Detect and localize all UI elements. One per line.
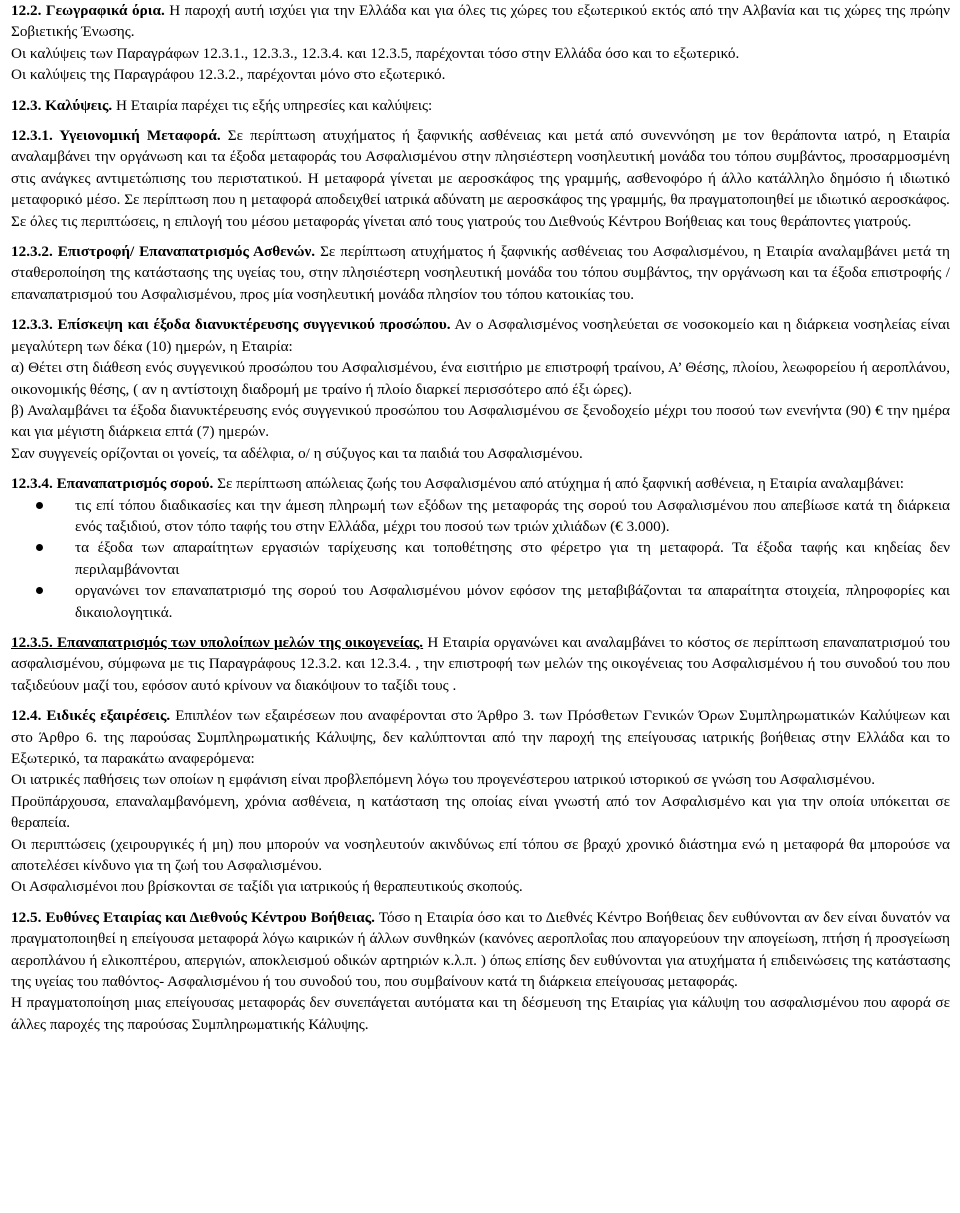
section-12-5 — [11, 907, 950, 993]
section-12-3-4 — [11, 473, 950, 494]
section-text: Η Εταιρία παρέχει τις εξής υπηρεσίες και καλύψεις: — [112, 96, 433, 114]
section-12-3-1 — [11, 125, 950, 211]
section-12-3-3 — [11, 314, 950, 357]
bullet-icon — [36, 587, 43, 594]
section-heading: 12.3. Καλύψεις. — [11, 96, 113, 114]
paragraph: Οι ιατρικές παθήσεις των οποίων η εμφάνιση είναι προβλεπόμενη λόγω του προγενέστερου ιατρικού ιστορικού σε γνώση του Ασφαλισμένου. — [11, 771, 876, 789]
paragraph: Οι Ασφαλισμένοι που βρίσκονται σε ταξίδι για ιατρικούς ή θεραπευτικούς σκοπούς. — [11, 878, 523, 896]
section-text: Η παροχή αυτή ισχύει για την Ελλάδα και για όλες τις χώρες του εξωτερικού εκτός από την Αλβανία και τις χώρες της πρώην Σοβιετικής Ένωσης. — [11, 2, 951, 41]
list-item-text: τις επί τόπου διαδικασίες και την άμεση πληρωμή των εξόδων της μεταφοράς της σορού του Ασφαλισμένου που απεβίωσε κατά τη διάρκεια ενός ταξιδιού, στον τόπο ταφής του στην Ελλάδα, μέχρι του ποσού των τριών χιλιάδων (€ 3.000). — [75, 496, 950, 535]
list-item — [11, 537, 950, 580]
section-heading: 12.3.4. Επαναπατρισμός σορού. — [11, 475, 214, 493]
section-heading: 12.3.2. Επιστροφή/ Επαναπατρισμός Ασθενών. — [11, 243, 316, 261]
section-12-3-5 — [11, 632, 950, 696]
section-heading: 12.4. Ειδικές εξαιρέσεις. — [11, 707, 171, 725]
section-text: Σε περίπτωση ατυχήματος ή ξαφνικής ασθένειας του Ασφαλισμένου, η Εταιρία αναλαμβάνει μετά τη σταθεροποίηση της κατάστασης της υγείας του, στην πλησιέστερη νοσηλευτική μονάδα του τόπου συμβάντος, την οργάνωση και τα έξοδα επιστροφής / επαναπατρισμού του Ασφαλισμένου, προς μία νοσηλευτική μονάδα πλησίον του τόπου κατοικίας του. — [11, 243, 950, 303]
paragraph: α) Θέτει στη διάθεση ενός συγγενικού προσώπου του Ασφαλισμένου, ένα εισιτήριο με επιστροφή τραίνου, Α’ Θέσης, πλοίου, λεωφορείου ή αεροπλάνου, οικονομικής θέσης, ( αν η αντίστοιχη διαδρομή με τραίνο ή πλοίο διαρκεί περισσότερο από έξι ώρες). — [11, 359, 950, 398]
paragraph: Σαν συγγενείς ορίζονται οι γονείς, τα αδέλφια, ο/ η σύζυγος και τα παιδιά του Ασφαλισμένου. — [11, 444, 583, 462]
bullet-icon — [36, 502, 43, 509]
section-heading: 12.5. Ευθύνες Εταιρίας και Διεθνούς Κέντρου Βοήθειας. — [11, 908, 375, 926]
list-item-text: τα έξοδα των απαραίτητων εργασιών ταρίχευσης και τοποθέτησης στο φέρετρο για τη μεταφορά. Τα έξοδα ταφής και κηδείας δεν περιλαμβάνονται — [75, 539, 950, 578]
section-12-3 — [11, 95, 950, 116]
section-text: Επιπλέον των εξαιρέσεων που αναφέρονται στο Άρθρο 3. των Πρόσθετων Γενικών Όρων Συμπληρωματικών Καλύψεων και στο Άρθρο 6. της παρούσας Συμπληρωματικής Κάλυψης, δεν καλύπτονται από την παροχή της επείγουσας ιατρικής βοήθειας στην Ελλάδα και το Εξωτερικό, τα παρακάτω αναφερόμενα: — [11, 707, 950, 767]
section-12-2 — [11, 0, 950, 43]
section-heading: 12.3.3. Επίσκεψη και έξοδα διανυκτέρευσης συγγενικού προσώπου. — [11, 316, 451, 334]
section-heading: 12.3.1. Υγειονομική Μεταφορά. — [11, 127, 221, 145]
section-12-3-2 — [11, 241, 950, 305]
paragraph: Η πραγματοποίηση μιας επείγουσας μεταφοράς δεν συνεπάγεται αυτόματα και τη δέσμευση της Εταιρίας για κάλυψη του ασφαλισμένου που αφορά σε άλλες παροχές της παρούσας Συμπληρωματικής Κάλυψης. — [11, 994, 950, 1033]
paragraph: Οι περιπτώσεις (χειρουργικές ή μη) που μπορούν να νοσηλευτούν ακινδύνως επί τόπου σε βραχύ χρονικό διάστημα ενώ η μεταφορά θα μπορούσε να αποτελέσει κίνδυνο για τη ζωή του Ασφαλισμένου. — [11, 835, 950, 875]
section-12-4 — [11, 705, 950, 769]
list-item — [11, 580, 950, 623]
paragraph: Οι καλύψεις των Παραγράφων 12.3.1., 12.3.3., 12.3.4. και 12.3.5, παρέχονται τόσο στην Ελλάδα όσο και το εξωτερικό. — [11, 44, 740, 62]
section-text: Η Εταιρία οργανώνει και αναλαμβάνει το κόστος σε περίπτωση επαναπατρισμού του ασφαλισμένου, σύμφωνα με τις Παραγράφους 12.3.2. και 12.3.4. , την επιστροφή των μελών της οικογένειας του Ασφαλισμένου ή του συνοδού του που ταξιδεύουν μαζί του, εφόσον αυτό κρίνουν να διακόψουν το ταξίδι τους . — [11, 633, 950, 694]
paragraph: Οι καλύψεις της Παραγράφου 12.3.2., παρέχονται μόνο στο εξωτερικό. — [11, 66, 446, 84]
list-item-text: οργανώνει τον επαναπατρισμό της σορού του Ασφαλισμένου μόνον εφόσον της μεταβιβάζονται τα απαραίτητα στοιχεία, πληροφορίες και δικαιολογητικά. — [75, 582, 950, 621]
section-heading: 12.2. Γεωγραφικά όρια. — [11, 2, 165, 19]
section-heading: 12.3.5. Επαναπατρισμός των υπολοίπων μελών της οικογενείας. — [11, 633, 424, 651]
bullet-list — [11, 495, 950, 623]
list-item — [11, 495, 950, 538]
section-text: Τόσο η Εταιρία όσο και το Διεθνές Κέντρο Βοήθειας δεν ευθύνονται αν δεν είναι δυνατόν να πραγματοποιηθεί η επείγουσα μεταφορά λόγω καιρικών ή άλλων συνθηκών (κανόνες αεροπλοΐας που απαγορεύουν την απογείωση, πτήση ή προσγείωση αεροπλάνου ή ελικοπτέρου, απεργιών, αποκλεισμού οδικών αρτηριών κ.λ.π. ) όπως επίσης δεν ευθύνονται για ατυχήματα ή επιδεινώσεις της κατάστασης της υγείας του παθόντος- Ασφαλισμένου ή του συνοδού του, που συμβαίνουν κατά τη διάρκεια επείγουσας μεταφοράς. — [11, 908, 950, 991]
section-text: Σε περίπτωση ατυχήματος ή ξαφνικής ασθένειας και μετά από συνεννόηση με τον θεράποντα ιατρό, η Εταιρία αναλαμβάνει την οργάνωση και τα έξοδα μεταφοράς του Ασφαλισμένου στην πλησιέστερη νοσηλευτική μονάδα του τόπου συμβάντος, προσαρμοσμένη στις ανάγκες αντιμετώπισης του περιστατικού. Η μεταφορά γίνεται με αεροσκάφος της γραμμής, ασθενοφόρο ή άλλο κατάλληλο δημόσιο ή ιδιωτικό μεταφορικό μέσο. Σε περίπτωση που η μεταφορά αποδειχθεί ιατρικά αδύνατη με αεροσκάφος της γραμμής, θα πραγματοποιηθεί με ιδιωτικό αεροσκάφος. — [11, 127, 950, 209]
bullet-icon — [36, 544, 43, 551]
paragraph: Προϋπάρχουσα, επαναλαμβανόμενη, χρόνια ασθένεια, η κατάσταση της οποίας είναι γνωστή από τον Ασφαλισμένο και για την οποία υπόκειται σε θεραπεία. — [11, 792, 950, 832]
paragraph: Σε όλες τις περιπτώσεις, η επιλογή του μέσου μεταφοράς γίνεται από τους γιατρούς του Διεθνούς Κέντρου Βοήθειας και τους θεράποντες γιατρούς. — [11, 212, 912, 230]
paragraph: β) Αναλαμβάνει τα έξοδα διανυκτέρευσης ενός συγγενικού προσώπου του Ασφαλισμένου σε ξενοδοχείο μέχρι του ποσού των ενενήντα (90) € την ημέρα και για μέγιστη διάρκεια επτά (7) ημερών. — [11, 401, 950, 441]
section-text: Σε περίπτωση απώλειας ζωής του Ασφαλισμένου από ατύχημα ή από ξαφνική ασθένεια, η Εταιρία αναλαμβάνει: — [213, 475, 904, 493]
section-text: Αν ο Ασφαλισμένος νοσηλεύεται σε νοσοκομείο και η διάρκεια νοσηλείας είναι μεγαλύτερη των δέκα (10) ημερών, η Εταιρία: — [11, 316, 950, 355]
